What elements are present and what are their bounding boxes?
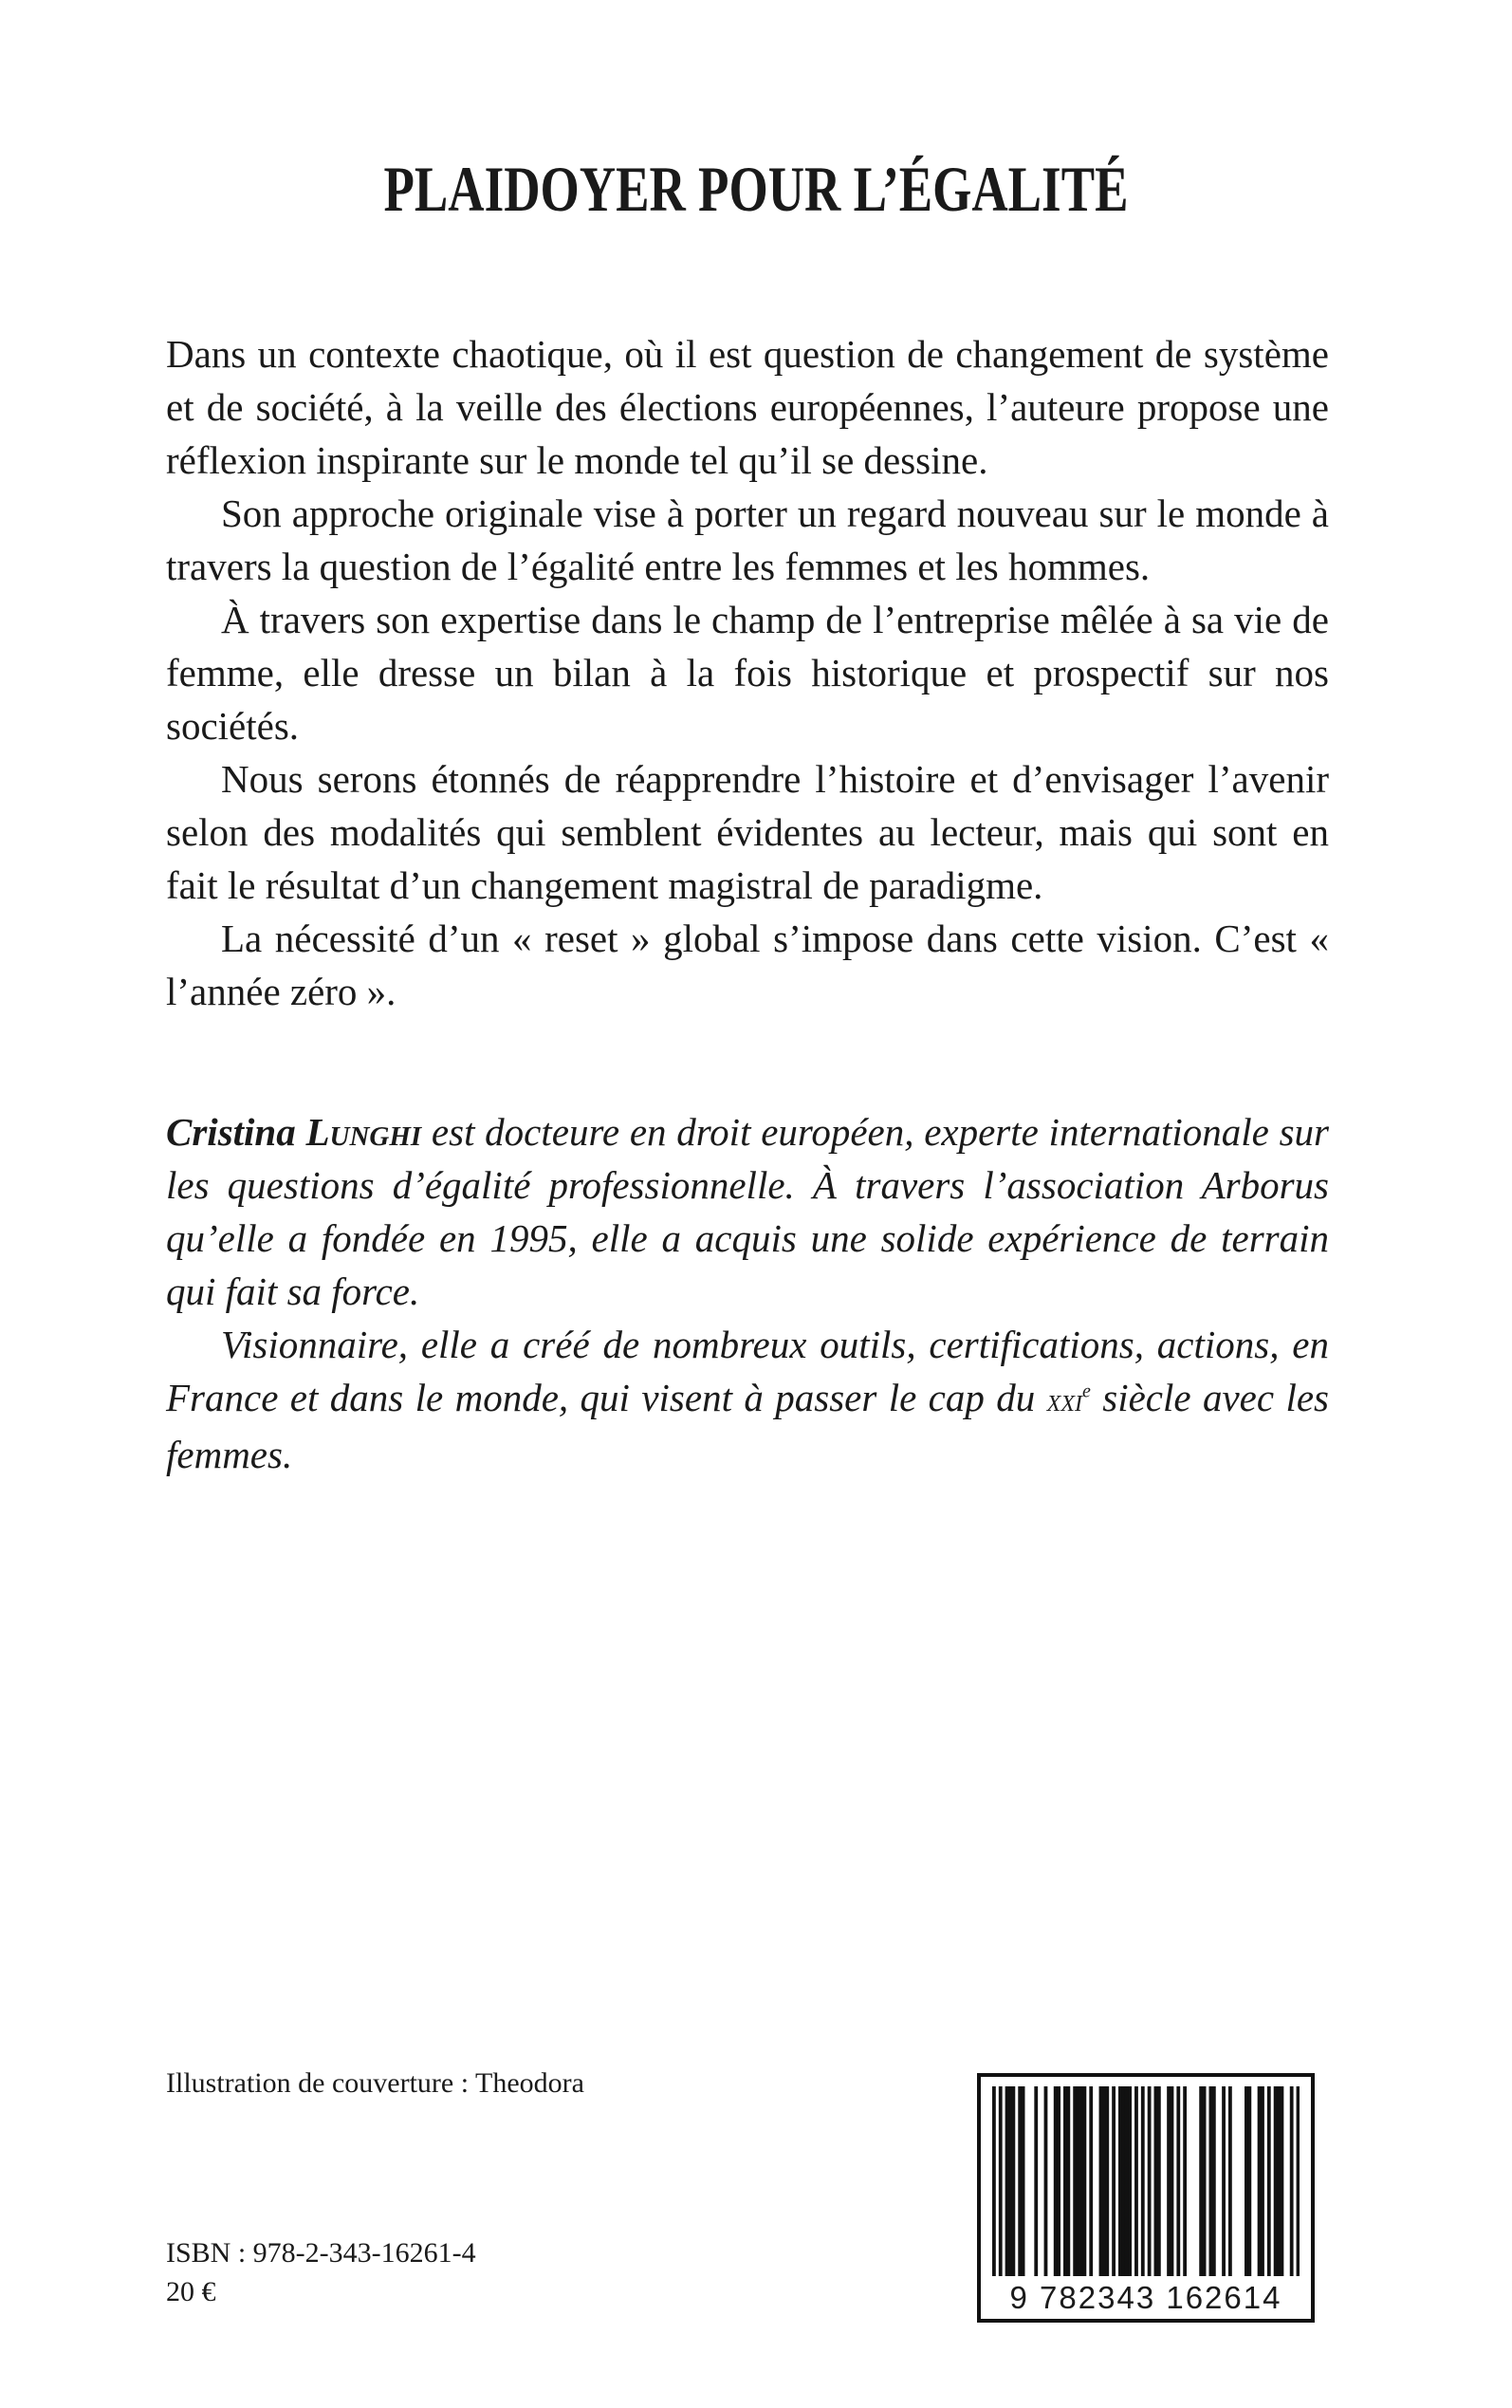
illustration-credit: Illustration de couverture : Theodora (166, 2067, 584, 2099)
barcode-bar (1102, 2086, 1106, 2276)
barcode-bar (999, 2086, 1003, 2276)
barcode-bar (1128, 2086, 1132, 2276)
barcode-bar (1209, 2086, 1213, 2276)
barcode-bar (1281, 2086, 1284, 2276)
bio-text: Visionnaire, elle a créé de nombreux outils, certifications, actions, en France et dans le monde, qui visent à passer le cap du (166, 1323, 1329, 1419)
barcode-bar (1089, 2086, 1093, 2276)
barcode-bar (1044, 2086, 1048, 2276)
barcode-bar (1034, 2086, 1038, 2276)
summary-paragraph: Nous serons étonnés de réapprendre l’histoire et d’envisager l’avenir selon des modalités qui semblent évidentes au lecteur, mais qui sont en fait le résultat d’un changement magistral de paradigme. (166, 757, 1329, 907)
isbn: ISBN : 978-2-343-16261-4 (166, 2237, 476, 2269)
summary-paragraph: La nécessité d’un « reset » global s’impose dans cette vision. C’est « l’année zéro ». (166, 917, 1329, 1013)
barcode-bar (1077, 2086, 1080, 2276)
barcode-bar (1228, 2086, 1232, 2276)
barcode-bar (1066, 2086, 1070, 2276)
barcode-bar (1005, 2086, 1009, 2276)
barcode-bar (992, 2086, 996, 2276)
barcode-bar (1079, 2086, 1083, 2276)
barcode-bar (1118, 2086, 1122, 2276)
barcode-bar (1148, 2086, 1152, 2276)
author-bio (166, 1105, 1329, 1481)
barcode-bar (1183, 2086, 1187, 2276)
summary-paragraph: À travers son expertise dans le champ de l’entreprise mêlée à sa vie de femme, elle dresse un bilan à la fois historique et prospectif sur nos sociétés. (166, 598, 1329, 748)
barcode-bar (1063, 2086, 1067, 2276)
century-numeral: xxi (1046, 1383, 1082, 1418)
barcode-bar (1245, 2086, 1248, 2276)
barcode-bar (1112, 2086, 1116, 2276)
barcode-bar (1125, 2086, 1129, 2276)
barcode-bar (1261, 2086, 1264, 2276)
barcode-bar (1141, 2086, 1145, 2276)
barcode-bar (1176, 2086, 1180, 2276)
barcode-bar (1247, 2086, 1251, 2276)
barcode-bar (1134, 2086, 1138, 2276)
barcode-bar (1018, 2086, 1022, 2276)
barcode-bars (992, 2086, 1300, 2276)
barcode-bar (1073, 2086, 1077, 2276)
barcode-bar (1157, 2086, 1161, 2276)
barcode-bar (1203, 2086, 1207, 2276)
barcode-bar (1297, 2086, 1300, 2276)
barcode-bar (1008, 2086, 1012, 2276)
bio-paragraph (166, 1318, 1329, 1481)
book-title: PLAIDOYER POUR L’ÉGALITÉ (383, 153, 1129, 225)
barcode (977, 2073, 1315, 2323)
barcode-bar (1105, 2086, 1109, 2276)
bio-text: est docteure en droit européen, experte internationale sur les questions d’égalité professionnelle. À travers l’association Arborus qu’elle a fondée en 1995, elle a acquis une solide expérience de terrain qui fait sa force. (166, 1110, 1330, 1313)
barcode-bar (1099, 2086, 1103, 2276)
barcode-digits: 9 782343 162614 (1009, 2280, 1282, 2315)
barcode-bar (1277, 2086, 1281, 2276)
barcode-bar (1154, 2086, 1158, 2276)
century-superscript: e (1081, 1380, 1091, 1402)
author-first-name: Cristina (166, 1110, 296, 1154)
barcode-bar (1212, 2086, 1216, 2276)
barcode-bar (1267, 2086, 1271, 2276)
summary-text (166, 327, 1329, 1018)
barcode-bar (1258, 2086, 1262, 2276)
summary-paragraph: Dans un contexte chaotique, où il est question de changement de système et de société, à la veille des élections européennes, l’auteure propose une réflexion inspirante sur le monde tel qu’il se dessine. (166, 332, 1329, 482)
summary-paragraph: Son approche originale vise à porter un regard nouveau sur le monde à travers la question de l’égalité entre les femmes et les hommes. (166, 491, 1329, 588)
barcode-bar (1290, 2086, 1294, 2276)
barcode-bar (1011, 2086, 1015, 2276)
barcode-bar (1274, 2086, 1278, 2276)
author-surname: Lunghi (305, 1110, 422, 1154)
barcode-bar (1167, 2086, 1171, 2276)
barcode-bar (1171, 2086, 1174, 2276)
barcode-bar (1082, 2086, 1086, 2276)
price: 20 € (166, 2276, 216, 2307)
barcode-bar (1199, 2086, 1203, 2276)
barcode-bar (1054, 2086, 1058, 2276)
bio-paragraph (166, 1105, 1329, 1318)
barcode-bar (1222, 2086, 1226, 2276)
barcode-bar (1121, 2086, 1125, 2276)
barcode-bar (1022, 2086, 1025, 2276)
bio-text: siècle avec les femmes. (166, 1376, 1329, 1476)
barcode-bar (1057, 2086, 1060, 2276)
